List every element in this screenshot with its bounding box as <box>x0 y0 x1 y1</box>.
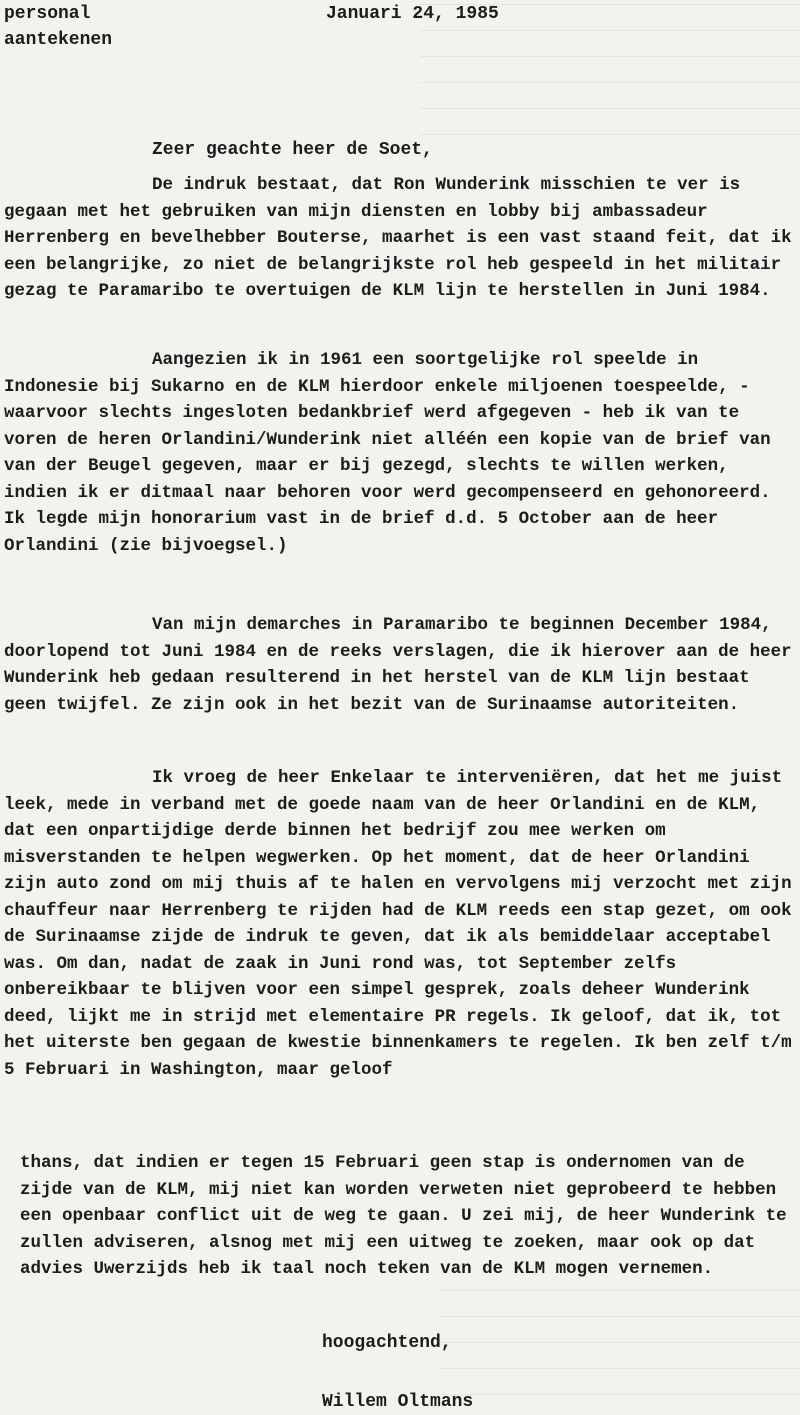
paragraph-5 <box>20 1150 790 1283</box>
bleed-through-bottom <box>440 1290 800 1410</box>
header-label-line2: aantekenen <box>4 30 113 50</box>
paragraph-2-text: Aangezien ik in 1961 een soortgelijke rol speelde in Indonesie bij Sukarno en de KLM hierdoor enkele miljoenen toespeelde, - waarvoor slechts ingesloten bedankbrief werd afgegeven - heb ik van te voren de heren Orlandini/Wunderink niet alléén een kopie van de brief van van der Beugel gegeven, maar er bij gezegd, slechts te willen werken, indien ik er ditmaal naar behoren voor werd gecompenseerd en gehonoreerd. Ik legde mijn honorarium vast in de brief d.d. 5 October aan de heer Orlandini (zie bijvoegsel.) <box>4 350 771 556</box>
paragraph-3-text: Van mijn demarches in Paramaribo te beginnen December 1984, doorlopend tot Juni 1984 en de reeks verslagen, die ik hierover aan de heer Wunderink heb gedaan resulterend in het herstel van de KLM lijn bestaat geen twijfel. Ze zijn ook in het bezit van de Surinaamse autoriteiten. <box>4 615 792 715</box>
closing: hoogachtend, <box>322 1333 452 1353</box>
header-label-line1: personal <box>4 4 91 24</box>
paragraph-4-text: Ik vroeg de heer Enkelaar te interveniëren, dat het me juist leek, mede in verband met de goede naam van de heer Orlandini en de KLM, dat een onpartijdige derde binnen het bedrijf zou mee werken om misverstanden te helpen wegwerken. Op het moment, dat de heer Orlandini zijn auto zond om mij thuis af te halen en vervolgens mij verzocht met zijn chauffeur naar Herrenberg te rijden had de KLM reeds een stap gezet, om ook de Surinaamse zijde de indruk te geven, dat ik als bemiddelaar acceptabel was. Om dan, nadat de zaak in Juni rond was, tot September zelfs onbereikbaar te blijven voor een simpel gesprek, zoals deheer Wunderink deed, lijkt me in strijd met elementaire PR regels. Ik geloof, dat ik, tot het uiterste ben gegaan de kwestie binnenkamers te regelen. Ik ben zelf t/m 5 Februari in Washington, maar geloof <box>4 768 792 1080</box>
paragraph-1 <box>4 172 796 305</box>
paragraph-1-text: De indruk bestaat, dat Ron Wunderink misschien te ver is gegaan met het gebruiken van mijn diensten en lobby bij ambassadeur Herrenberg en bevelhebber Bouterse, maarhet is een vast staand feit, dat ik een belangrijke, zo niet de belangrijkste rol heb gespeeld in het militair gezag te Paramaribo te overtuigen de KLM lijn te herstellen in Juni 1984. <box>4 175 792 301</box>
paragraph-3 <box>4 612 796 718</box>
paragraph-2 <box>4 347 796 559</box>
salutation: Zeer geachte heer de Soet, <box>152 140 433 160</box>
paragraph-4 <box>4 765 796 1083</box>
letter-date: Januari 24, 1985 <box>326 4 499 24</box>
signature: Willem Oltmans <box>322 1392 474 1412</box>
bleed-through-top <box>420 4 800 154</box>
paragraph-5-text: thans, dat indien er tegen 15 Februari geen stap is ondernomen van de zijde van de KLM, mij niet kan worden verweten niet geprobeerd te hebben een openbaar conflict uit de weg te gaan. U zei mij, de heer Wunderink te zullen adviseren, alsnog met mij een uitweg te zoeken, maar ook op dat advies Uwerzijds heb ik taal noch teken van de KLM mogen vernemen. <box>20 1153 787 1279</box>
